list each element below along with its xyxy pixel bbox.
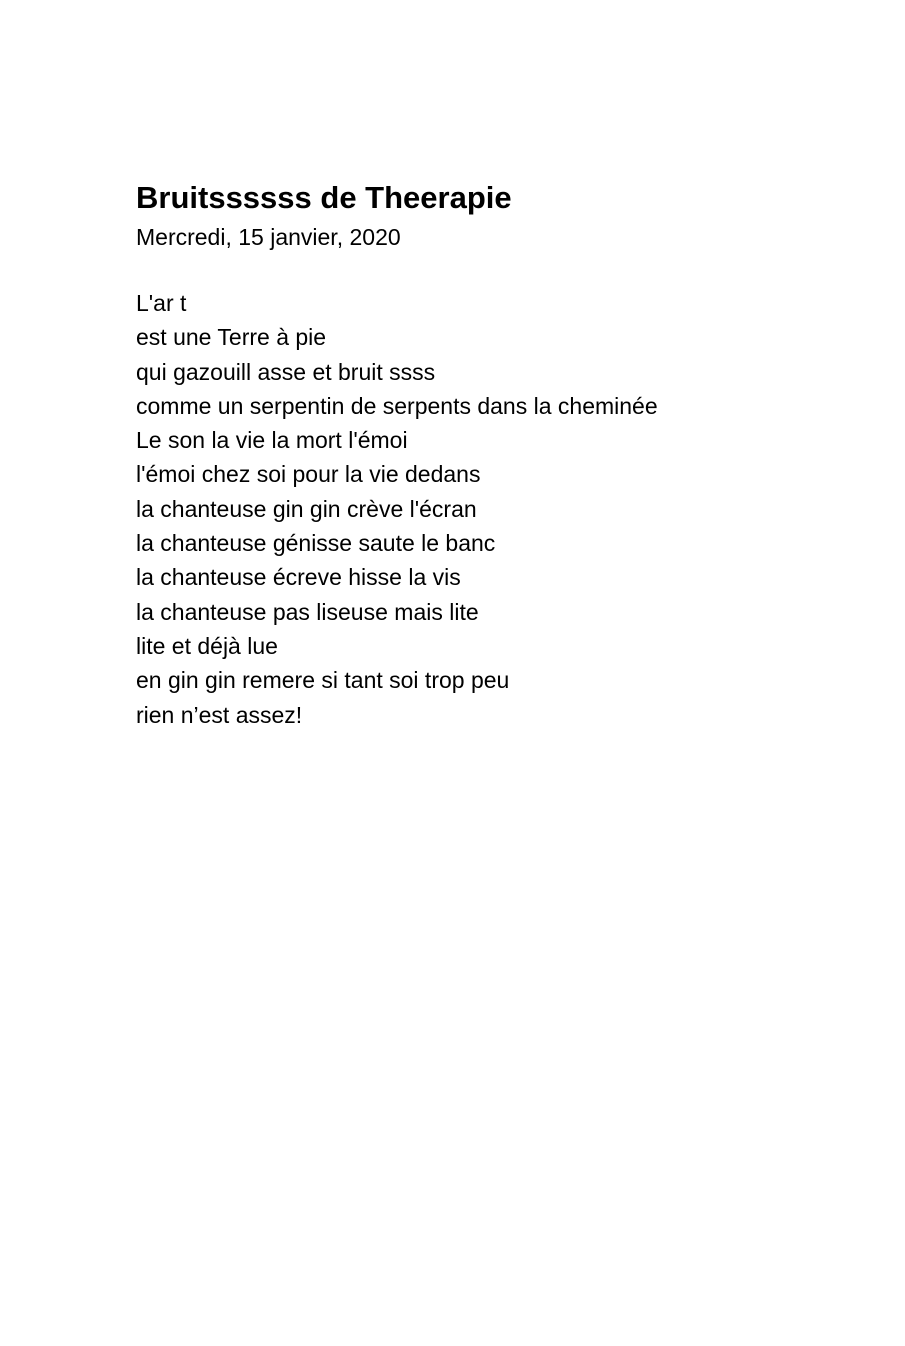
- poem-line: la chanteuse gin gin crève l'écran: [136, 495, 477, 522]
- poem-line: la chanteuse génisse saute le banc: [136, 530, 496, 557]
- poem-line: la chanteuse écreve hisse la vis: [136, 564, 461, 591]
- poem-line: rien n’est assez!: [136, 701, 303, 728]
- poem-title: Bruitssssss de Theerapie: [136, 180, 512, 215]
- poem-line: Le son la vie la mort l'émoi: [136, 427, 408, 454]
- poem-body: [136, 286, 836, 732]
- poem-line: en gin gin remere si tant soi trop peu: [136, 667, 510, 694]
- poem-line: lite et déjà lue: [136, 632, 278, 659]
- poem-date: Mercredi, 15 janvier, 2020: [136, 224, 401, 250]
- poem-content: [136, 178, 836, 732]
- poem-line: qui gazouill asse et bruit ssss: [136, 358, 436, 385]
- poem-line: la chanteuse pas liseuse mais lite: [136, 598, 479, 625]
- poem-line: l'émoi chez soi pour la vie dedans: [136, 461, 481, 488]
- poem-line: L'ar t: [136, 290, 187, 316]
- poem-line: est une Terre à pie: [136, 324, 327, 351]
- poem-line: comme un serpentin de serpents dans la cheminée: [136, 392, 658, 419]
